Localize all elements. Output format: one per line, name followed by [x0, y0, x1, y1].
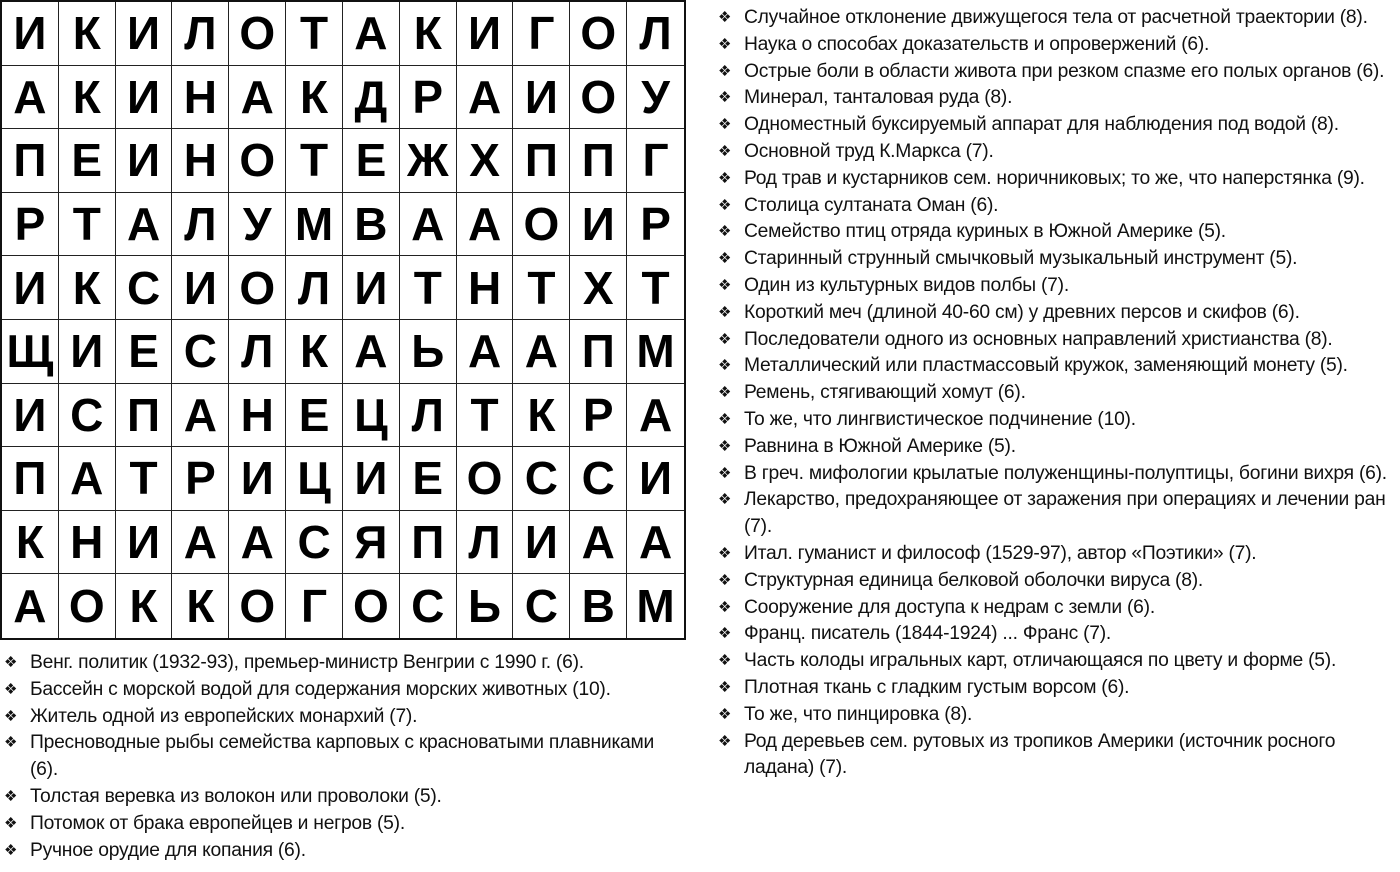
- grid-cell: Е: [400, 447, 457, 511]
- clue-item: [718, 139, 1398, 166]
- grid-cell: Р: [172, 447, 229, 511]
- bullet-icon: ❖: [718, 223, 732, 241]
- grid-cell: Х: [570, 256, 627, 320]
- grid-cell: Т: [286, 129, 343, 193]
- bullet-icon: ❖: [718, 196, 732, 214]
- grid-cell: Р: [570, 384, 627, 448]
- grid-cell: И: [343, 447, 400, 511]
- clue-item: [718, 621, 1398, 648]
- bullet-icon: ❖: [718, 678, 732, 696]
- grid-cell: К: [59, 256, 116, 320]
- grid-cell: С: [400, 574, 457, 638]
- grid-cell: Я: [343, 511, 400, 575]
- clue-text: Семейство птиц отряда куриных в Южной Америке (5).: [744, 221, 1226, 243]
- grid-cell: И: [172, 256, 229, 320]
- grid-cell: П: [400, 511, 457, 575]
- grid-cell: Ь: [400, 320, 457, 384]
- bullet-icon: ❖: [718, 142, 732, 160]
- grid-cell: А: [343, 2, 400, 66]
- grid-cell: А: [570, 511, 627, 575]
- clue-text: Случайное отклонение движущегося тела от расчетной траектории (8).: [744, 7, 1368, 28]
- grid-cell: Л: [172, 2, 229, 66]
- grid-cell: А: [513, 320, 570, 384]
- clue-item: [718, 353, 1398, 380]
- grid-cell: Р: [2, 193, 59, 257]
- clue-item: [4, 730, 684, 784]
- clue-text: Один из культурных видов полбы (7).: [744, 274, 1069, 296]
- bullet-icon: ❖: [718, 625, 732, 643]
- bullet-icon: ❖: [4, 814, 18, 832]
- clue-item: [718, 648, 1398, 675]
- grid-cell: Г: [627, 129, 684, 193]
- grid-cell: И: [570, 193, 627, 257]
- clue-item: [718, 246, 1398, 273]
- bullet-icon: ❖: [718, 598, 732, 616]
- grid-cell: Л: [400, 384, 457, 448]
- clue-text: Род деревьев сем. рутовых из тропиков Америки (источник росного ладана) (7).: [744, 730, 1336, 779]
- grid-cell: Т: [513, 256, 570, 320]
- clue-text: Итал. гуманист и философ (1529-97), автор «Поэтики» (7).: [744, 542, 1257, 564]
- grid-cell: Ц: [286, 447, 343, 511]
- clue-item: [718, 595, 1398, 622]
- grid-cell: Х: [457, 129, 514, 193]
- clue-text: Житель одной из европейских монархий (7).: [30, 705, 418, 727]
- clue-text: Часть колоды игральных карт, отличающаяся по цвету и форме (5).: [744, 650, 1337, 672]
- grid-cell: Т: [627, 256, 684, 320]
- clue-item: [718, 59, 1398, 86]
- grid-cell: В: [570, 574, 627, 638]
- grid-cell: Т: [286, 2, 343, 66]
- bullet-icon: ❖: [4, 680, 18, 698]
- grid-cell: К: [286, 66, 343, 130]
- grid-cell: А: [229, 66, 286, 130]
- grid-cell: Щ: [2, 320, 59, 384]
- clue-item: [718, 461, 1398, 488]
- grid-cell: А: [627, 511, 684, 575]
- clue-item: [718, 5, 1398, 32]
- grid-cell: Т: [59, 193, 116, 257]
- grid-cell: И: [116, 129, 173, 193]
- grid-cell: Т: [400, 256, 457, 320]
- grid-cell: Н: [172, 66, 229, 130]
- grid-cell: А: [59, 447, 116, 511]
- clue-text: То же, что лингвистическое подчинение (10).: [744, 408, 1136, 430]
- grid-cell: Р: [627, 193, 684, 257]
- grid-cell: К: [172, 574, 229, 638]
- clue-item: [718, 407, 1398, 434]
- clue-item: [4, 811, 684, 838]
- bullet-icon: ❖: [718, 62, 732, 80]
- grid-cell: П: [513, 129, 570, 193]
- grid-cell: И: [116, 66, 173, 130]
- bullet-icon: ❖: [718, 169, 732, 187]
- clue-text: Острые боли в области живота при резком спазме его полых органов (6).: [744, 60, 1385, 82]
- grid-cell: И: [2, 256, 59, 320]
- clue-text: Лекарство, предохраняющее от заражения при операциях и лечении ран (7).: [744, 489, 1386, 538]
- bullet-icon: ❖: [4, 787, 18, 805]
- grid-cell: А: [457, 193, 514, 257]
- grid-cell: Р: [400, 66, 457, 130]
- grid-cell: Д: [343, 66, 400, 130]
- clue-item: [718, 380, 1398, 407]
- grid-cell: О: [229, 129, 286, 193]
- grid-cell: Г: [513, 2, 570, 66]
- grid-cell: С: [570, 447, 627, 511]
- grid-cell: А: [343, 320, 400, 384]
- clue-item: [718, 327, 1398, 354]
- clue-text: В греч. мифологии крылатые полуженщины-полуптицы, богини вихря (6).: [744, 462, 1387, 484]
- clue-list-left: [4, 650, 684, 864]
- bullet-icon: ❖: [718, 384, 732, 402]
- fillword-grid: [0, 0, 686, 640]
- bullet-icon: ❖: [718, 437, 732, 455]
- grid-cell: И: [2, 2, 59, 66]
- clue-item: [718, 434, 1398, 461]
- grid-cell: С: [59, 384, 116, 448]
- grid-cell: Т: [116, 447, 173, 511]
- clue-text: Пресноводные рыбы семейства карповых с красноватыми плавниками (6).: [30, 732, 655, 781]
- grid-cell: А: [400, 193, 457, 257]
- grid-cell: К: [59, 2, 116, 66]
- clue-item: [718, 219, 1398, 246]
- clue-item: [718, 568, 1398, 595]
- grid-cell: И: [2, 384, 59, 448]
- clue-text: Основной труд К.Маркса (7).: [744, 140, 994, 162]
- grid-cell: Е: [116, 320, 173, 384]
- grid-cell: К: [2, 511, 59, 575]
- clue-item: [718, 300, 1398, 327]
- grid-cell: С: [513, 447, 570, 511]
- clue-text: Род трав и кустарников сем. норичниковых; то же, что наперстянка (9).: [744, 167, 1365, 189]
- grid-cell: У: [229, 193, 286, 257]
- bullet-icon: ❖: [718, 410, 732, 428]
- bullet-icon: ❖: [718, 571, 732, 589]
- bullet-icon: ❖: [718, 276, 732, 294]
- grid-cell: О: [570, 66, 627, 130]
- clue-text: Сооружение для доступа к недрам с земли (6).: [744, 596, 1155, 618]
- bullet-icon: ❖: [718, 357, 732, 375]
- clue-text: Короткий меч (длиной 40-60 см) у древних персов и скифов (6).: [744, 301, 1300, 323]
- bullet-icon: ❖: [4, 841, 18, 859]
- grid-cell: М: [286, 193, 343, 257]
- grid-cell: И: [116, 511, 173, 575]
- grid-cell: А: [2, 66, 59, 130]
- clue-item: [718, 729, 1398, 783]
- grid-cell: И: [513, 511, 570, 575]
- grid-cell: И: [513, 66, 570, 130]
- clue-item: [718, 32, 1398, 59]
- bullet-icon: ❖: [718, 732, 732, 750]
- grid-cell: Ь: [457, 574, 514, 638]
- grid-cell: Е: [59, 129, 116, 193]
- clue-item: [718, 487, 1398, 541]
- grid-cell: П: [116, 384, 173, 448]
- bullet-icon: ❖: [718, 303, 732, 321]
- grid-cell: С: [116, 256, 173, 320]
- grid-cell: И: [59, 320, 116, 384]
- grid-cell: К: [116, 574, 173, 638]
- grid-cell: О: [457, 447, 514, 511]
- clue-item: [718, 702, 1398, 729]
- grid-cell: П: [2, 129, 59, 193]
- clue-text: Минерал, танталовая руда (8).: [744, 87, 1013, 109]
- clue-text: Толстая веревка из волокон или проволоки (5).: [30, 785, 442, 807]
- grid-cell: А: [2, 574, 59, 638]
- clue-text: Потомок от брака европейцев и негров (5).: [30, 812, 405, 834]
- clue-text: Старинный струнный смычковый музыкальный инструмент (5).: [744, 248, 1298, 270]
- grid-cell: О: [59, 574, 116, 638]
- grid-cell: Ж: [400, 129, 457, 193]
- grid-cell: К: [513, 384, 570, 448]
- grid-cell: О: [513, 193, 570, 257]
- bullet-icon: ❖: [718, 9, 732, 26]
- clue-item: [4, 838, 684, 865]
- grid-cell: А: [172, 511, 229, 575]
- clue-item: [718, 193, 1398, 220]
- bullet-icon: ❖: [718, 705, 732, 723]
- clue-item: [4, 650, 684, 677]
- grid-cell: О: [229, 256, 286, 320]
- grid-cell: У: [627, 66, 684, 130]
- grid-cell: К: [59, 66, 116, 130]
- clue-list-right: [718, 5, 1398, 782]
- grid-cell: С: [286, 511, 343, 575]
- grid-cell: М: [636, 580, 675, 633]
- grid-cell: Н: [59, 511, 116, 575]
- bullet-icon: ❖: [718, 491, 732, 509]
- grid-cell: О: [229, 574, 286, 638]
- clue-text: Плотная ткань с гладким густым ворсом (6).: [744, 676, 1130, 698]
- clue-item: [718, 541, 1398, 568]
- bullet-icon: ❖: [4, 654, 18, 671]
- clue-text: Металлический или пластмассовый кружок, заменяющий монету (5).: [744, 355, 1348, 377]
- grid-cell: К: [286, 320, 343, 384]
- grid-cell: В: [343, 193, 400, 257]
- bullet-icon: ❖: [718, 250, 732, 268]
- clue-text: Ремень, стягивающий хомут (6).: [744, 382, 1026, 404]
- bullet-icon: ❖: [718, 464, 732, 482]
- grid-cell: П: [2, 447, 59, 511]
- clue-text: Структурная единица белковой оболочки вируса (8).: [744, 569, 1203, 591]
- grid-cell: А: [116, 193, 173, 257]
- grid-cell: А: [457, 320, 514, 384]
- grid-cell: Л: [286, 256, 343, 320]
- bullet-icon: ❖: [718, 89, 732, 107]
- grid-cell: Н: [457, 256, 514, 320]
- grid-cell: М: [627, 320, 684, 384]
- grid-cell: Л: [627, 2, 684, 66]
- clue-item: [4, 677, 684, 704]
- grid-cell: А: [457, 66, 514, 130]
- clue-text: Бассейн с морской водой для содержания морских животных (10).: [30, 678, 611, 700]
- grid-cell: С: [172, 320, 229, 384]
- bullet-icon: ❖: [4, 707, 18, 725]
- grid-cell: Е: [343, 129, 400, 193]
- grid-cell: С: [513, 574, 570, 638]
- grid-cell: Н: [229, 384, 286, 448]
- bullet-icon: ❖: [718, 652, 732, 670]
- grid-cell: И: [627, 447, 684, 511]
- grid-cell: П: [570, 320, 627, 384]
- grid-cell: П: [570, 129, 627, 193]
- grid-cell: О: [229, 2, 286, 66]
- clue-text: Ручное орудие для копания (6).: [30, 839, 306, 861]
- clue-item: [718, 675, 1398, 702]
- grid-cell: Л: [172, 193, 229, 257]
- grid-cell: К: [400, 2, 457, 66]
- bullet-icon: ❖: [4, 734, 18, 752]
- bullet-icon: ❖: [718, 35, 732, 53]
- grid-cell: Л: [457, 511, 514, 575]
- grid-cell: А: [627, 384, 684, 448]
- grid-cell: О: [570, 2, 627, 66]
- clue-item: [718, 166, 1398, 193]
- grid-cell: И: [229, 447, 286, 511]
- clue-text: Наука о способах доказательств и опровержений (6).: [744, 33, 1210, 55]
- bullet-icon: ❖: [718, 544, 732, 562]
- clue-text: То же, что пинцировка (8).: [744, 703, 973, 725]
- clue-text: Одноместный буксируемый аппарат для наблюдения под водой (8).: [744, 114, 1339, 136]
- grid-cell: Г: [286, 574, 343, 638]
- clue-text: Последователи одного из основных направлений христианства (8).: [744, 328, 1333, 350]
- grid-cell: И: [116, 2, 173, 66]
- grid-cell: Л: [229, 320, 286, 384]
- grid-cell: Т: [457, 384, 514, 448]
- grid-cell: Е: [286, 384, 343, 448]
- bullet-icon: ❖: [718, 116, 732, 134]
- clue-item: [718, 85, 1398, 112]
- clue-text: Столица султаната Оман (6).: [744, 194, 999, 216]
- clue-item: [4, 784, 684, 811]
- grid-cell: Н: [172, 129, 229, 193]
- clue-item: [718, 112, 1398, 139]
- clue-item: [4, 704, 684, 731]
- grid-cell: И: [343, 256, 400, 320]
- grid-cell: О: [343, 574, 400, 638]
- grid-cell: А: [229, 511, 286, 575]
- clue-text: Венг. политик (1932-93), премьер-министр Венгрии с 1990 г. (6).: [30, 652, 584, 673]
- grid-cell: И: [457, 2, 514, 66]
- clue-item: [718, 273, 1398, 300]
- grid-cell: А: [172, 384, 229, 448]
- bullet-icon: ❖: [718, 330, 732, 348]
- clue-text: Равнина в Южной Америке (5).: [744, 435, 1016, 457]
- grid-cell: Ц: [343, 384, 400, 448]
- clue-text: Франц. писатель (1844-1924) ... Франс (7).: [744, 623, 1112, 645]
